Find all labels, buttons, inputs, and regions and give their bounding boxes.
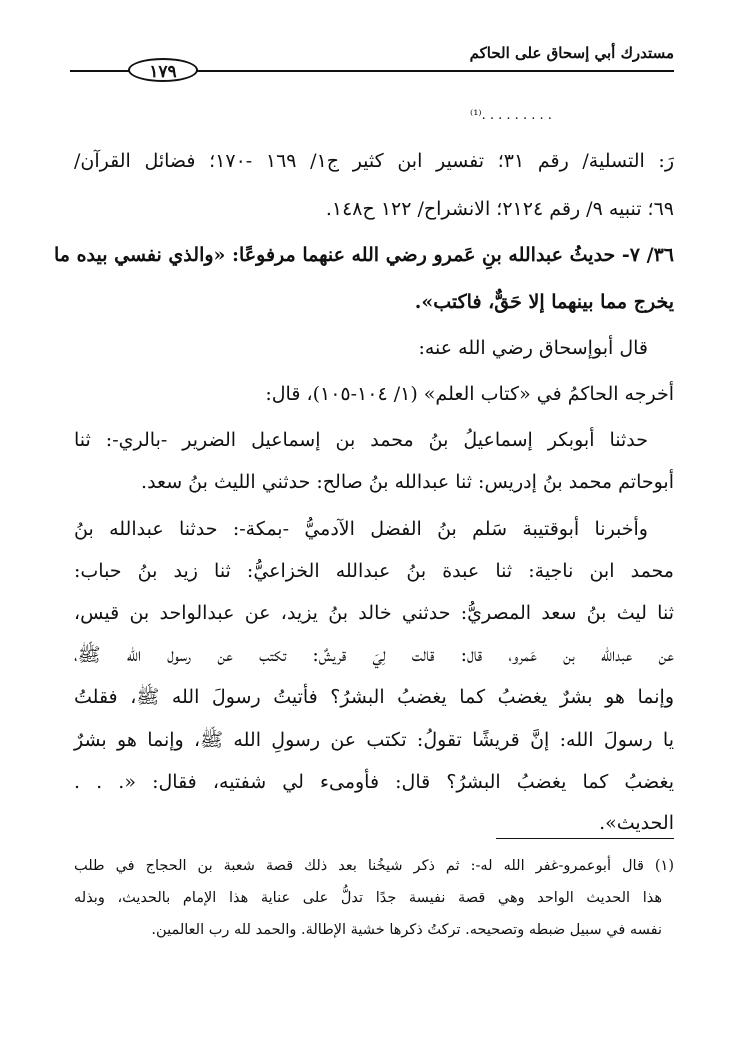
body-line: ٣٦/ ٧- حديثُ عبدالله بنِ عَمرو رضي الله عنهما مرفوعًا: «والذي نفسي بيده ما: [53, 244, 674, 266]
body-line: قال أبوإسحاق رضي الله عنه:: [418, 337, 648, 359]
footnote-separator: [496, 838, 674, 839]
footnote-line: (١) قال أبوعمرو-غفر الله له-: ثم ذكر شيخُنا بعد ذلك قصة شعبة بن الحجاج في طلب: [74, 858, 675, 874]
body-line: رَ: التسلية/ رقم ٣١؛ تفسير ابن كثير ج١/ ١٦٩ -١٧٠؛ فضائل القرآن/: [74, 150, 674, 172]
body-line: أبوحاتم محمد بنُ إدريس: ثنا عبدالله بنُ صالح: حدثني الليث بنُ سعد.: [141, 471, 674, 493]
body-line: الحديث».: [599, 812, 674, 834]
footnote-reference-line: . . . . . . . . .⁽¹⁾: [470, 108, 552, 123]
footnote-line: هذا الحديث الواحد وهي قصة نفيسة جدًا تدلُّ على عناية هذا الإمام بالحديث، وبذله: [74, 890, 662, 906]
body-line: وإنما هو بشرٌ يغضبُ كما يغضبُ البشرُ؟ فأتيتُ رسولَ الله ﷺ، فقلتُ: [74, 686, 674, 708]
body-line: ثنا ليث بنُ سعد المصريُّ: حدثني خالد بنُ يزيد، عن عبدالواحد بن قيس،: [74, 602, 674, 624]
running-header-title: مستدرك أبي إسحاق على الحاكم: [469, 44, 674, 62]
body-line: يا رسولَ الله: إنَّ قريشًا تقولُ: تكتب عن رسولِ الله ﷺ، وإنما هو بشرٌ: [74, 729, 674, 751]
footnote-line: نفسه في سبيل ضبطه وتصحيحه. تركتُ ذكرها خشية الإطالة. والحمد لله رب العالمين.: [151, 922, 662, 938]
body-line: ٦٩؛ تنبيه ٩/ رقم ٢١٢٤؛ الانشراح/ ١٢٢ ح١٤٨.: [325, 198, 674, 220]
body-line: عن عبدالله بن عَمرو، قال: قالت لِيَ قريشٌ: تكتب عن رسول الله ﷺ،: [74, 644, 674, 666]
page-number: ١٧٩: [128, 58, 198, 82]
body-line: حدثنا أبوبكر إسماعيلُ بنُ محمد بن إسماعيل الضرير -بالري-: ثنا: [74, 429, 648, 451]
body-line: محمد ابن ناجية: ثنا عبدة بنُ عبدالله الخزاعيُّ: ثنا زيد بنُ حباب:: [74, 560, 674, 582]
body-line: يغضبُ كما يغضبُ البشرُ؟ قال: فأومىء لي شفتيه، فقال: «. . .: [74, 771, 674, 793]
body-line: يخرج مما بينهما إلا حَقٌّ، فاكتب».: [414, 291, 674, 313]
body-line: وأخبرنا أبوقتيبة سَلم بنُ الفضل الآدميُّ -بمكة-: حدثنا عبدالله بنُ: [74, 518, 648, 540]
body-line: أخرجه الحاكمُ في «كتاب العلم» (١/ ١٠٤-١٠٥)، قال:: [265, 383, 674, 405]
